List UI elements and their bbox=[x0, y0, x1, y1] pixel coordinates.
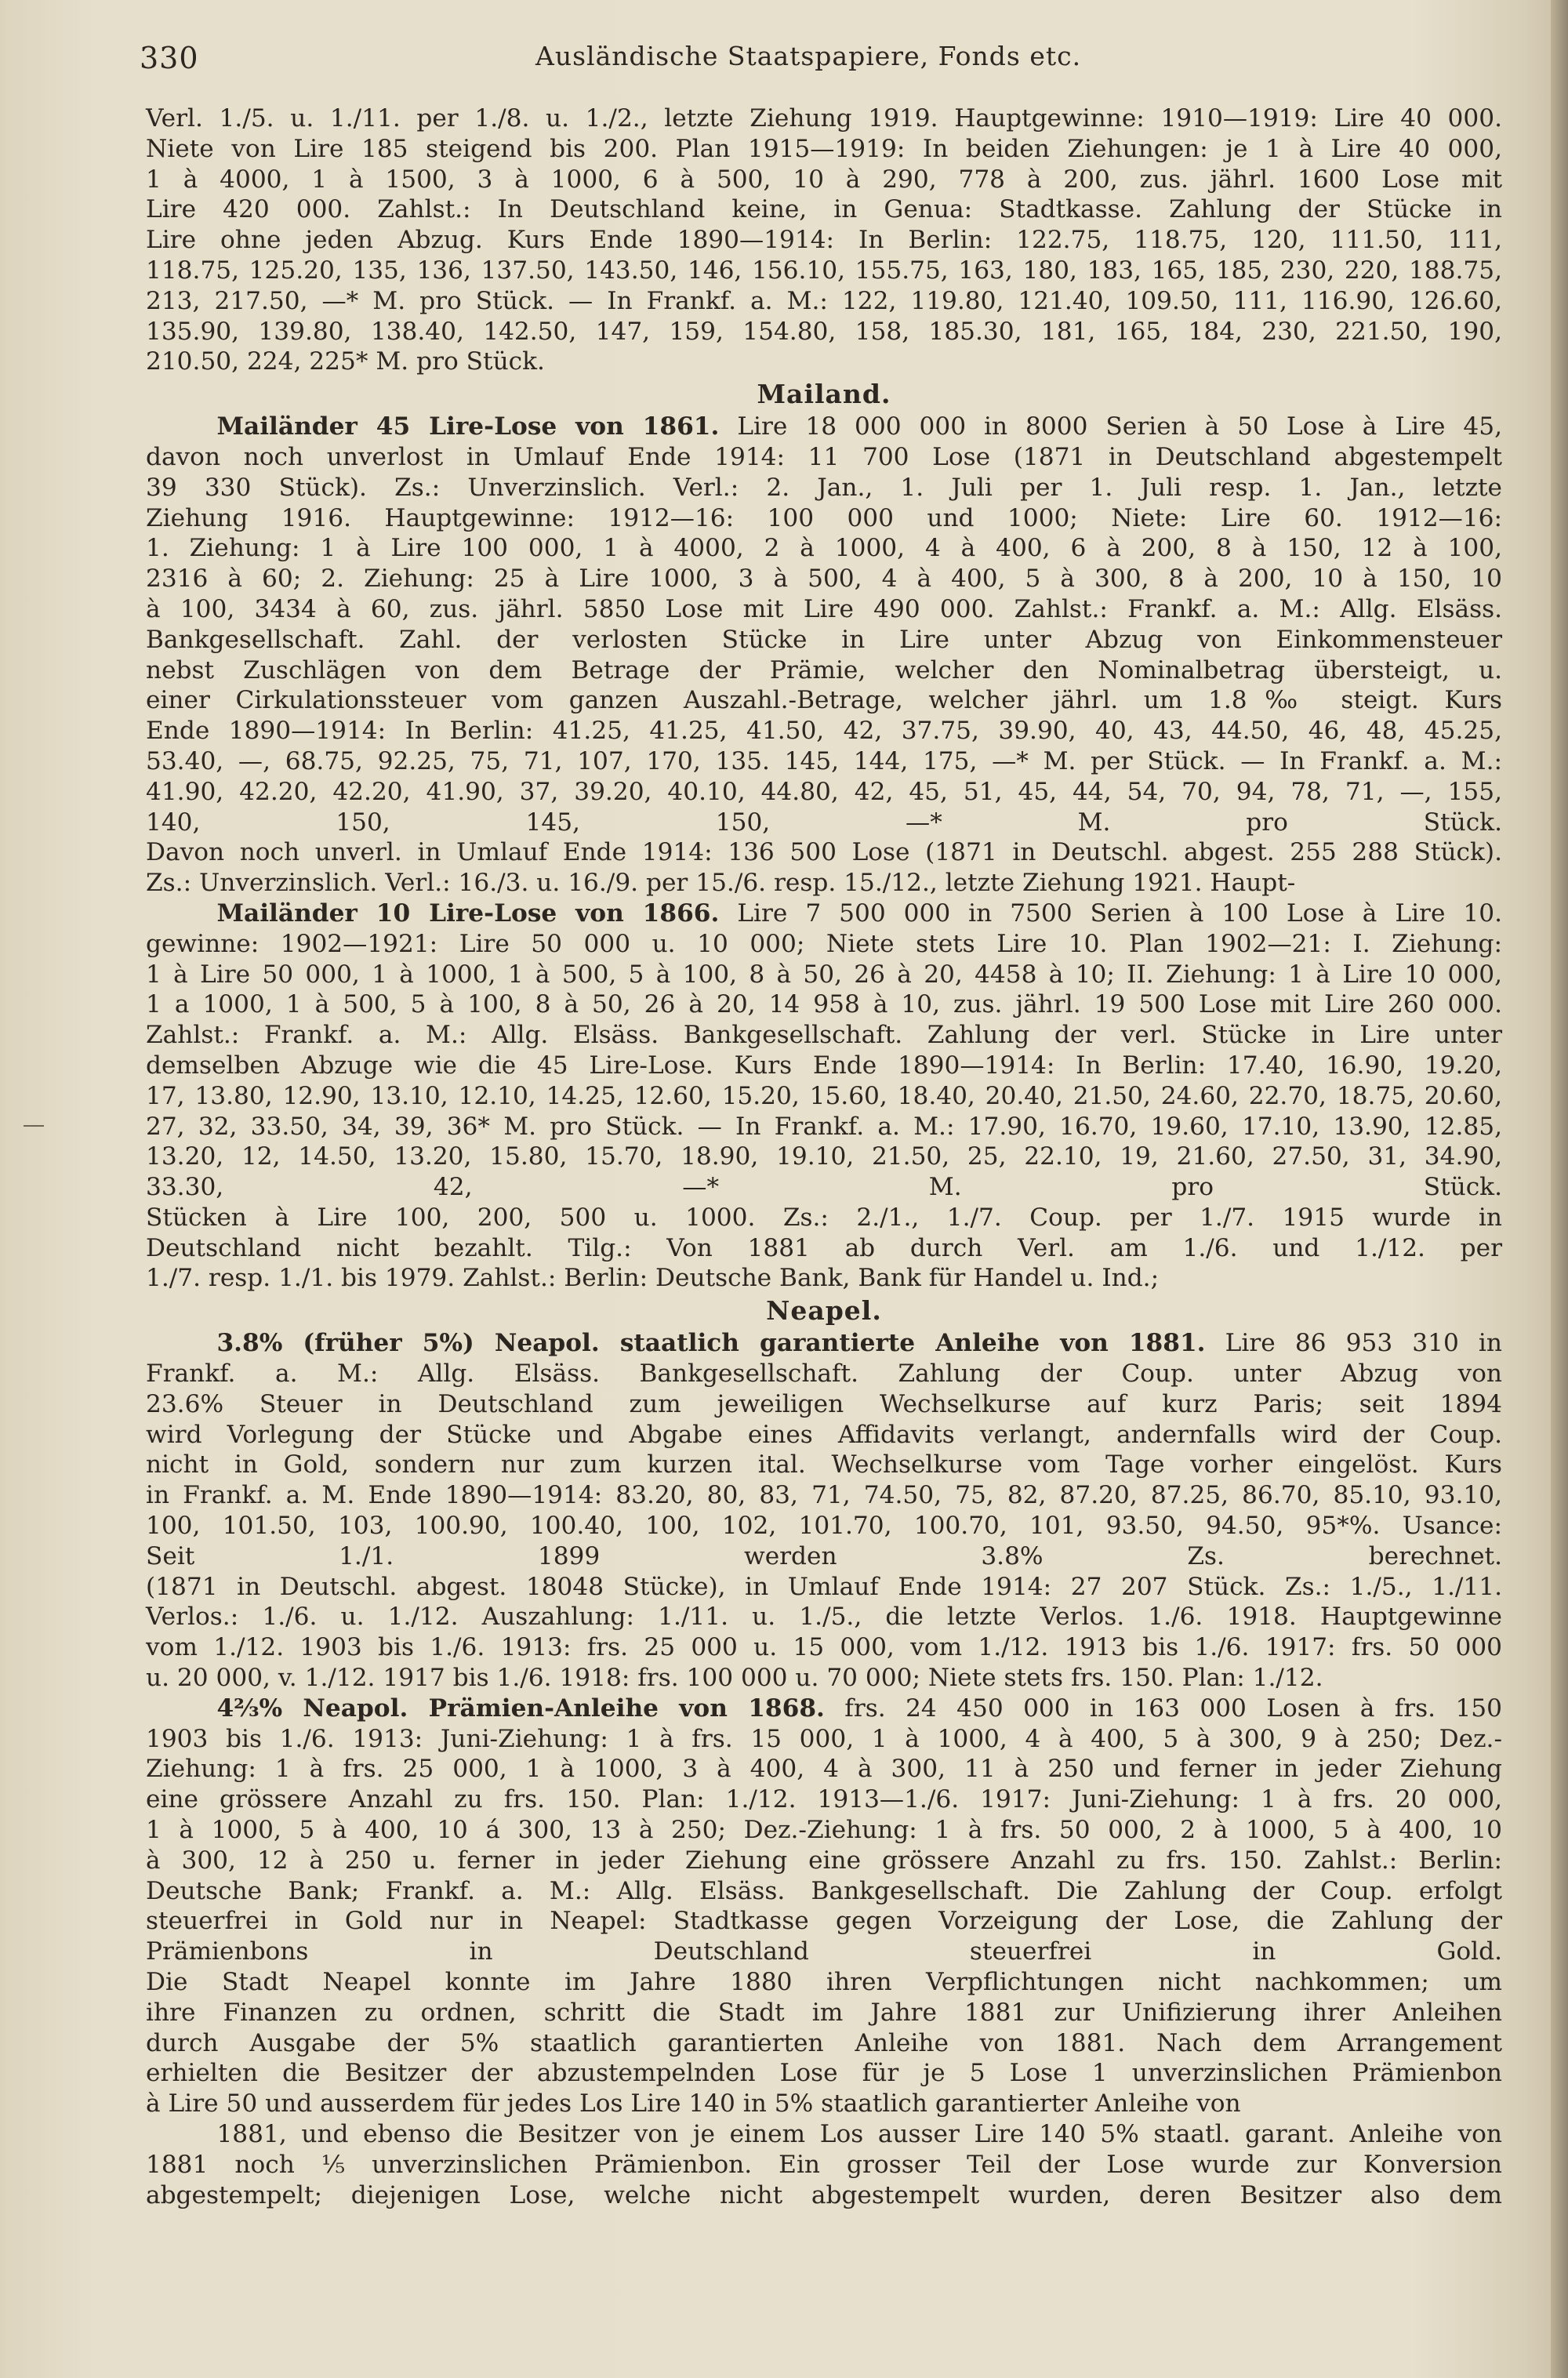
running-title: Ausländische Staatspapiere, Fonds etc. bbox=[535, 41, 1082, 71]
page-number: 330 bbox=[140, 41, 199, 75]
entry-title: 4⅔% Neapol. Prämien-Anleihe von 1868. bbox=[216, 1694, 825, 1723]
text-line: Deutsche Bank; Frankf. a. M.: Allg. Elsäss. Bankgesellschaft. Die Zahlung der Coup. erfolgt bbox=[146, 1876, 1502, 1905]
text-line: Lire 420 000. Zahlst.: In Deutschland keine, in Genua: Stadtkasse. Zahlung der Stücke in bbox=[146, 195, 1502, 224]
text-line: Frankf. a. M.: Allg. Elsäss. Bankgesellschaft. Zahlung der Coup. unter Abzug von bbox=[146, 1360, 1502, 1389]
text-line: einer Cirkulationssteuer vom ganzen Auszahl.-Betrage, welcher jährl. um 1.8‰ steigt. Kurs bbox=[146, 686, 1502, 715]
text-line: 1 a 1000, 1 à 500, 5 à 100, 8 à 50, 26 à 20, 14 958 à 10, zus. jährl. 19 500 Lose mit Lire 260 000. bbox=[146, 990, 1502, 1019]
text-line: Deutschland nicht bezahlt. Tilg.: Von 1881 ab durch Verl. am 1./6. und 1./12. per bbox=[146, 1233, 1502, 1262]
entry-text: Lire 18 000 000 in 8000 Serien à 50 Lose à Lire 45, bbox=[719, 412, 1502, 441]
text-line: Niete von Lire 185 steigend bis 200. Plan 1915—1919: In beiden Ziehungen: je 1 à Lire 40 000, bbox=[146, 134, 1502, 163]
entry-title: Mailänder 10 Lire-Lose von 1866. bbox=[216, 899, 720, 928]
text-line: Prämienbons in Deutschland steuerfrei in Gold. bbox=[146, 1937, 1502, 1966]
page-header bbox=[140, 41, 1504, 88]
margin-mark bbox=[24, 1125, 44, 1127]
text-line: 13.20, 12, 14.50, 13.20, 15.80, 15.70, 18.90, 19.10, 21.50, 25, 22.10, 19, 21.60, 27.50, 31, 34.90, bbox=[146, 1142, 1502, 1171]
text-line: davon noch unverlost in Umlauf Ende 1914: 11 700 Lose (1871 in Deutschland abgestempelt bbox=[146, 442, 1502, 471]
text-line: abgestempelt; diejenigen Lose, welche nicht abgestempelt wurden, deren Besitzer also dem bbox=[146, 2180, 1502, 2209]
text-line: in Frankf. a. M. Ende 1890—1914: 83.20, 80, 83, 71, 74.50, 75, 82, 87.20, 87.25, 86.70, 85.10, 93.10, bbox=[146, 1481, 1502, 1510]
text-line: Ende 1890—1914: In Berlin: 41.25, 41.25, 41.50, 42, 37.75, 39.90, 40, 43, 44.50, 46, 48, 45.25, bbox=[146, 717, 1502, 746]
section-heading: Neapel. bbox=[766, 1295, 882, 1327]
text-line: erhielten die Besitzer der abzustempelnden Lose für je 5 Lose 1 unverzinslichen Prämienbon bbox=[146, 2059, 1502, 2088]
text-line: 140, 150, 145, 150, —* M. pro Stück. bbox=[146, 808, 1502, 837]
text-line: durch Ausgabe der 5% staatlich garantierten Anleihe von 1881. Nach dem Arrangement bbox=[146, 2028, 1502, 2057]
text-line: Zs.: Unverzinslich. Verl.: 16./3. u. 16./9. per 15./6. resp. 15./12., letzte Ziehung 1921. Haupt- bbox=[146, 869, 1296, 898]
text-line: eine grössere Anzahl zu frs. 150. Plan: 1./12. 1913—1./6. 1917: Juni-Ziehung: 1 à frs. 20 000, bbox=[146, 1785, 1502, 1814]
text-line: Ziehung: 1 à frs. 25 000, 1 à 1000, 3 à 400, 4 à 300, 11 à 250 und ferner in jeder Ziehung bbox=[146, 1755, 1502, 1784]
text-line: 1 à 4000, 1 à 1500, 3 à 1000, 6 à 500, 10 à 290, 778 à 200, zus. jährl. 1600 Lose mit bbox=[146, 165, 1502, 194]
page-body bbox=[146, 103, 1502, 2210]
entry-text: Lire 7 500 000 in 7500 Serien à 100 Lose à Lire 10. bbox=[719, 899, 1502, 928]
text-line: à Lire 50 und ausserdem für jedes Los Lire 140 in 5% staatlich garantierter Anleihe von bbox=[146, 2089, 1241, 2118]
text-line: 33.30, 42, —* M. pro Stück. bbox=[146, 1173, 1502, 1202]
text-line: 1881 noch ⅕ unverzinslichen Prämienbon. Ein grosser Teil der Lose wurde zur Konversion bbox=[146, 2150, 1502, 2179]
text-line: 118.75, 125.20, 135, 136, 137.50, 143.50, 146, 156.10, 155.75, 163, 180, 183, 165, 185, 230, 220, 188.75, bbox=[146, 256, 1502, 285]
text-line: Ziehung 1916. Hauptgewinne: 1912—16: 100 000 und 1000; Niete: Lire 60. 1912—16: bbox=[146, 503, 1502, 532]
text-line: 1903 bis 1./6. 1913: Juni-Ziehung: 1 à frs. 15 000, 1 à 1000, 4 à 400, 5 à 300, 9 à 250; Dez.- bbox=[146, 1724, 1502, 1753]
text-line: à 100, 3434 à 60, zus. jährl. 5850 Lose mit Lire 490 000. Zahlst.: Frankf. a. M.: Allg. Elsäss. bbox=[146, 594, 1502, 623]
text-line: wird Vorlegung der Stücke und Abgabe eines Affidavits verlangt, andernfalls wird der Coup. bbox=[146, 1420, 1502, 1449]
text-line: ihre Finanzen zu ordnen, schritt die Stadt im Jahre 1881 zur Unifizierung ihrer Anleihen bbox=[146, 1998, 1502, 2027]
text-line: 39 330 Stück). Zs.: Unverzinslich. Verl.: 2. Jan., 1. Juli per 1. Juli resp. 1. Jan., letzte bbox=[146, 473, 1502, 502]
text-line: nebst Zuschlägen von dem Betrage der Prämie, welcher den Nominalbetrag übersteigt, u. bbox=[146, 655, 1502, 684]
text-line: demselben Abzuge wie die 45 Lire-Lose. Kurs Ende 1890—1914: In Berlin: 17.40, 16.90, 19.20, bbox=[146, 1051, 1502, 1080]
text-line: 1 à 1000, 5 à 400, 10 á 300, 13 à 250; Dez.-Ziehung: 1 à frs. 50 000, 2 à 1000, 5 à 400, 10 bbox=[146, 1816, 1502, 1845]
page-edge-shadow bbox=[1551, 0, 1568, 2378]
text-line: (1871 in Deutschl. abgest. 18048 Stücke), in Umlauf Ende 1914: 27 207 Stück. Zs.: 1./5., 1./11. bbox=[146, 1572, 1502, 1601]
text-line bbox=[146, 899, 1502, 929]
text-line: 1 à Lire 50 000, 1 à 1000, 1 à 500, 5 à 100, 8 à 50, 26 à 20, 4458 à 10; II. Ziehung: 1 à Lire 10 000, bbox=[146, 960, 1502, 989]
text-line: 2316 à 60; 2. Ziehung: 25 à Lire 1000, 3 à 500, 4 à 400, 5 à 300, 8 à 200, 10 à 150, 10 bbox=[146, 565, 1502, 594]
text-line: 27, 32, 33.50, 34, 39, 36* M. pro Stück. — In Frankf. a. M.: 17.90, 16.70, 19.60, 17.10, 13.90, 12.85, bbox=[146, 1112, 1502, 1141]
text-line: Die Stadt Neapel konnte im Jahre 1880 ihren Verpflichtungen nicht nachkommen; um bbox=[146, 1968, 1502, 1997]
text-line bbox=[146, 1328, 1502, 1359]
text-line bbox=[146, 1694, 1502, 1724]
text-line: à 300, 12 à 250 u. ferner in jeder Ziehung eine grössere Anzahl zu frs. 150. Zahlst.: Berlin: bbox=[146, 1846, 1502, 1875]
section-heading: Mailand. bbox=[757, 379, 891, 410]
text-line: Davon noch unverl. in Umlauf Ende 1914: 136 500 Lose (1871 in Deutschl. abgest. 255 288 Stück). bbox=[146, 838, 1502, 867]
text-line: 1. Ziehung: 1 à Lire 100 000, 1 à 4000, 2 à 1000, 4 à 400, 6 à 200, 8 à 150, 12 à 100, bbox=[146, 534, 1502, 563]
entry-title: 3.8% (früher 5%) Neapol. staatlich garantierte Anleihe von 1881. bbox=[216, 1329, 1206, 1358]
text-line: 41.90, 42.20, 42.20, 41.90, 37, 39.20, 40.10, 44.80, 42, 45, 51, 45, 44, 54, 70, 94, 78, 71, —, 155, bbox=[146, 777, 1502, 806]
text-line: 210.50, 224, 225* M. pro Stück. bbox=[146, 347, 545, 376]
text-line: nicht in Gold, sondern nur zum kurzen ital. Wechselkurse vom Tage vorher eingelöst. Kurs bbox=[146, 1450, 1502, 1479]
text-line: Verl. 1./5. u. 1./11. per 1./8. u. 1./2., letzte Ziehung 1919. Hauptgewinne: 1910—1919: Lire 40 000. bbox=[146, 104, 1502, 133]
text-line: 53.40, —, 68.75, 92.25, 75, 71, 107, 170, 135. 145, 144, 175, —* M. per Stück. — In Frankf. a. M.: bbox=[146, 746, 1502, 775]
text-line: 1881, und ebenso die Besitzer von je einem Los ausser Lire 140 5% staatl. garant. Anleihe von bbox=[216, 2120, 1502, 2148]
text-line: 135.90, 139.80, 138.40, 142.50, 147, 159, 154.80, 158, 185.30, 181, 165, 184, 230, 221.50, 190, bbox=[146, 317, 1502, 346]
text-line: vom 1./12. 1903 bis 1./6. 1913: frs. 25 000 u. 15 000, vom 1./12. 1913 bis 1./6. 1917: frs. 50 000 bbox=[146, 1633, 1502, 1662]
text-line: 23.6% Steuer in Deutschland zum jeweiligen Wechselkurse auf kurz Paris; seit 1894 bbox=[146, 1389, 1502, 1418]
text-line: Lire ohne jeden Abzug. Kurs Ende 1890—1914: In Berlin: 122.75, 118.75, 120, 111.50, 111, bbox=[146, 226, 1502, 255]
entry-text: Lire 86 953 310 in bbox=[1205, 1329, 1502, 1358]
text-line: 1./7. resp. 1./1. bis 1979. Zahlst.: Berlin: Deutsche Bank, Bank für Handel u. Ind.; bbox=[146, 1264, 1160, 1293]
text-line: u. 20 000, v. 1./12. 1917 bis 1./6. 1918: frs. 100 000 u. 70 000; Niete stets frs. 150. Plan: 1./12. bbox=[146, 1664, 1323, 1693]
text-line: Stücken à Lire 100, 200, 500 u. 1000. Zs.: 2./1., 1./7. Coup. per 1./7. 1915 wurde in bbox=[146, 1203, 1502, 1232]
text-line: steuerfrei in Gold nur in Neapel: Stadtkasse gegen Vorzeigung der Lose, die Zahlung der bbox=[146, 1907, 1502, 1936]
text-line: Verlos.: 1./6. u. 1./12. Auszahlung: 1./11. u. 1./5., die letzte Verlos. 1./6. 1918. Hauptgewinne bbox=[146, 1603, 1502, 1632]
text-line: Seit 1./1. 1899 werden 3.8% Zs. berechnet. bbox=[146, 1541, 1502, 1570]
text-line: Bankgesellschaft. Zahl. der verlosten Stücke in Lire unter Abzug von Einkommensteuer bbox=[146, 625, 1502, 654]
text-line: 213, 217.50, —* M. pro Stück. — In Frankf. a. M.: 122, 119.80, 121.40, 109.50, 111, 116.90, 126.60, bbox=[146, 286, 1502, 315]
text-line: gewinne: 1902—1921: Lire 50 000 u. 10 000; Niete stets Lire 10. Plan 1902—21: I. Ziehung: bbox=[146, 929, 1502, 958]
text-line bbox=[146, 412, 1502, 442]
text-line: 17, 13.80, 12.90, 13.10, 12.10, 14.25, 12.60, 15.20, 15.60, 18.40, 20.40, 21.50, 24.60, 22.70, 18.75, 20.60, bbox=[146, 1081, 1502, 1110]
text-line: Zahlst.: Frankf. a. M.: Allg. Elsäss. Bankgesellschaft. Zahlung der verl. Stücke in Lire unter bbox=[146, 1021, 1502, 1050]
entry-title: Mailänder 45 Lire-Lose von 1861. bbox=[216, 412, 720, 441]
text-line: 100, 101.50, 103, 100.90, 100.40, 100, 102, 101.70, 100.70, 101, 93.50, 94.50, 95*%. Usance: bbox=[146, 1512, 1502, 1541]
entry-text: frs. 24 450 000 in 163 000 Losen à frs. 150 bbox=[824, 1694, 1502, 1723]
